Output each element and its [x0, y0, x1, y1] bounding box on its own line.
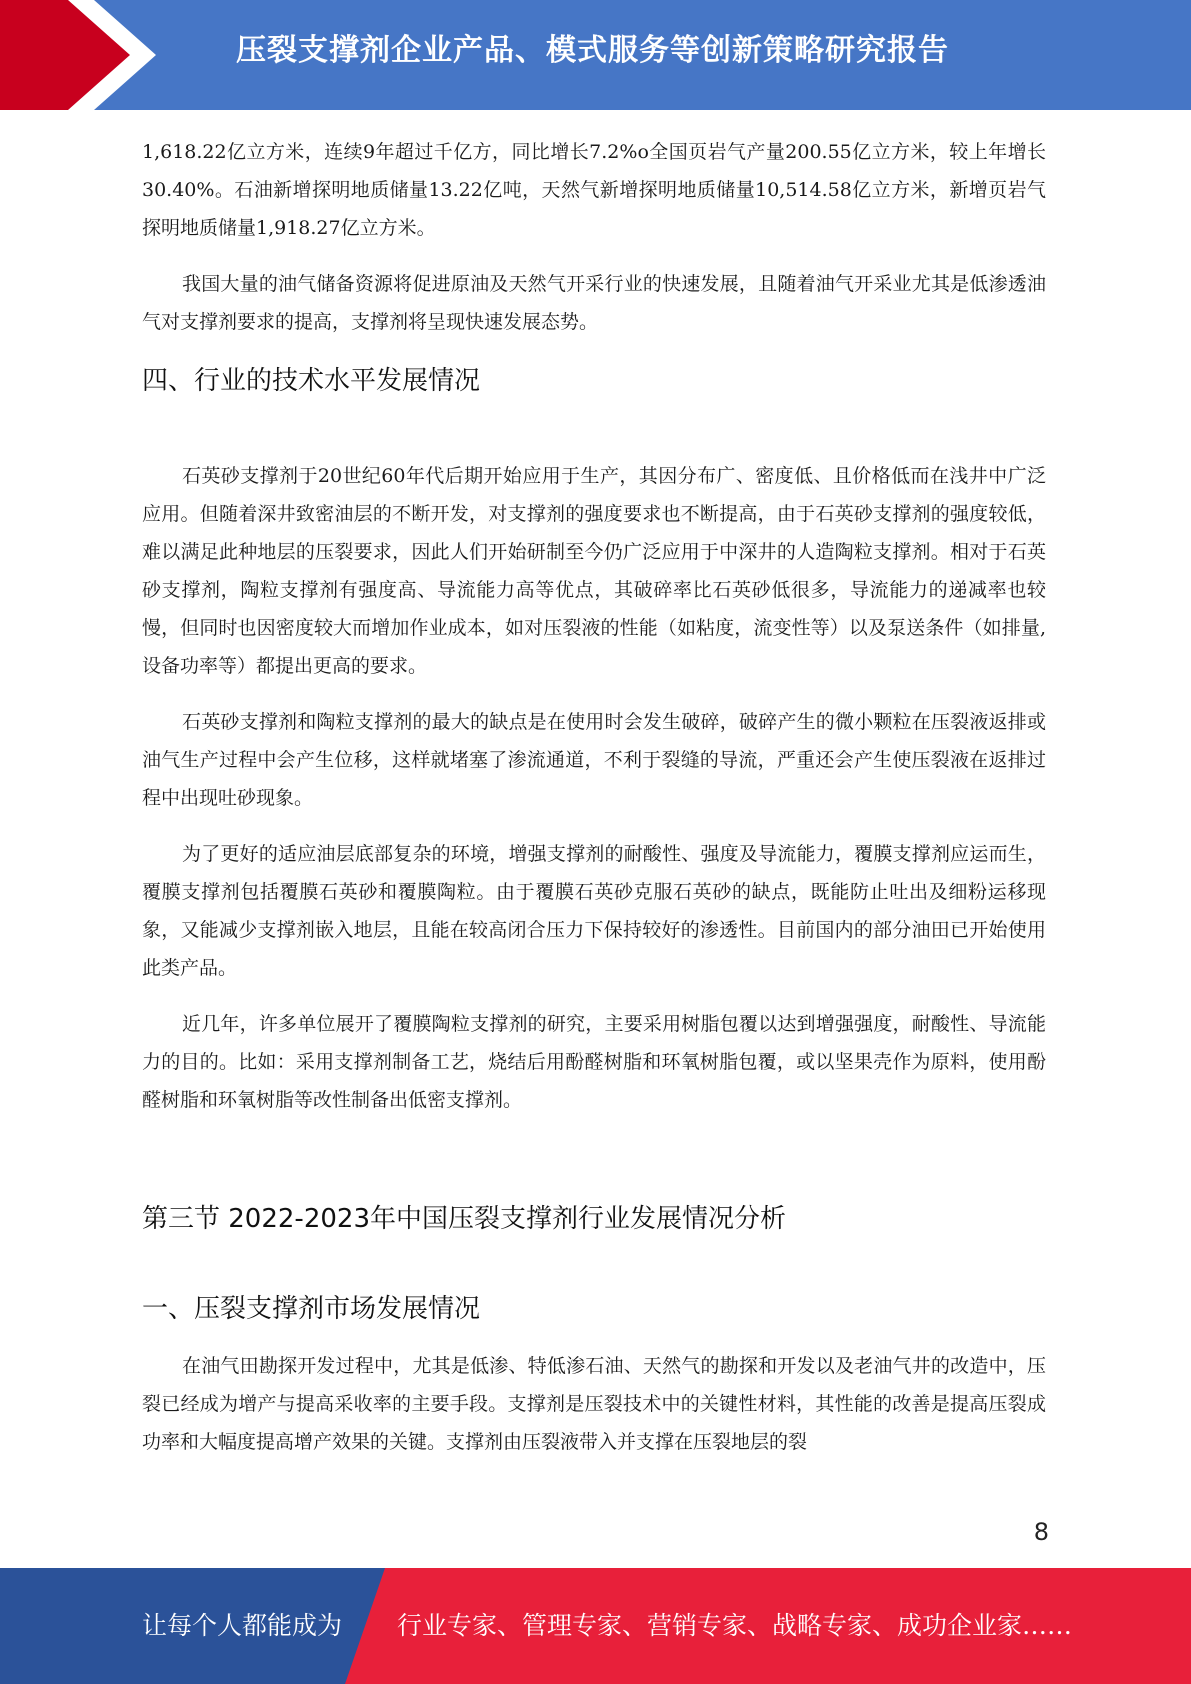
paragraph-market: 在油气田勘探开发过程中，尤其是低渗、特低渗石油、天然气的勘探和开发以及老油气井的改造中，压裂已经成为增产与提高采收率的主要手段。支撑剂是压裂技术中的关键性材料，其性能的改善是提高压裂成功率和大幅度提高增产效果的关键。支撑剂由压裂液带入并支撑在压裂地层的裂 — [142, 1355, 1046, 1453]
document-body — [142, 133, 1046, 1461]
paragraph-production-stats: 1,618.22亿立方米，连续9年超过千亿方，同比增长7.2%o全国页岩气产量200.55亿立方米，较上年增长30.40%。石油新增探明地质储量13.22亿吨，天然气新增探明地质储量10,514.58亿立方米，新增页岩气探明地质储量1,918.27亿立方米。 — [142, 141, 1046, 239]
paragraph-coated-proppant: 为了更好的适应油层底部复杂的环境，增强支撑剂的耐酸性、强度及导流能力，覆膜支撑剂应运而生，覆膜支撑剂包括覆膜石英砂和覆膜陶粒。由于覆膜石英砂克服石英砂的缺点，既能防止吐出及细粉运移现象，又能减少支撑剂嵌入地层，且能在较高闭合压力下保持较好的渗透性。目前国内的部分油田已开始使用此类产品。 — [142, 843, 1046, 979]
heading-market-development: 一、压裂支撑剂市场发展情况 — [142, 1294, 481, 1324]
page-header — [0, 0, 1191, 110]
footer-slogan-right: 行业专家、管理专家、营销专家、战略专家、成功企业家…… — [397, 1611, 1073, 1640]
paragraph-reserves-outlook: 我国大量的油气储备资源将促进原油及天然气开采行业的快速发展，且随着油气开采业尤其是低渗透油气对支撑剂要求的提高，支撑剂将呈现快速发展态势。 — [142, 273, 1046, 333]
heading-section-three: 第三节 2022-2023年中国压裂支撑剂行业发展情况分析 — [142, 1204, 786, 1234]
footer-slogan-left: 让每个人都能成为 — [142, 1611, 343, 1640]
page-number: 8 — [1033, 1518, 1049, 1546]
paragraph-research: 近几年，许多单位展开了覆膜陶粒支撑剂的研究，主要采用树脂包覆以达到增强强度，耐酸性、导流能力的目的。比如：采用支撑剂制备工艺，烧结后用酚醛树脂和环氧树脂包覆，或以坚果壳作为原料，使用酚醛树脂和环氧树脂等改性制备出低密支撑剂。 — [142, 1013, 1046, 1111]
paragraph-drawbacks: 石英砂支撑剂和陶粒支撑剂的最大的缺点是在使用时会发生破碎，破碎产生的微小颗粒在压裂液返排或油气生产过程中会产生位移，这样就堵塞了渗流通道，不利于裂缝的导流，严重还会产生使压裂液在返排过程中出现吐砂现象。 — [142, 711, 1046, 809]
page-footer — [0, 1568, 1191, 1684]
header-title: 压裂支撑剂企业产品、模式服务等创新策略研究报告 — [236, 33, 949, 68]
paragraph-quartz-sand: 石英砂支撑剂于20世纪60年代后期开始应用于生产，其因分布广、密度低、且价格低而在浅井中广泛应用。但随着深井致密油层的不断开发，对支撑剂的强度要求也不断提高，由于石英砂支撑剂的强度较低，难以满足此种地层的压裂要求，因此人们开始研制至今仍广泛应用于中深井的人造陶粒支撑剂。相对于石英砂支撑剂，陶粒支撑剂有强度高、导流能力高等优点，其破碎率比石英砂低很多，导流能力的递减率也较慢，但同时也因密度较大而增加作业成本，如对压裂液的性能（如粘度，流变性等）以及泵送条件（如排量,设备功率等）都提出更高的要求。 — [142, 465, 1046, 677]
heading-tech-level: 四、行业的技术水平发展情况 — [142, 366, 481, 396]
